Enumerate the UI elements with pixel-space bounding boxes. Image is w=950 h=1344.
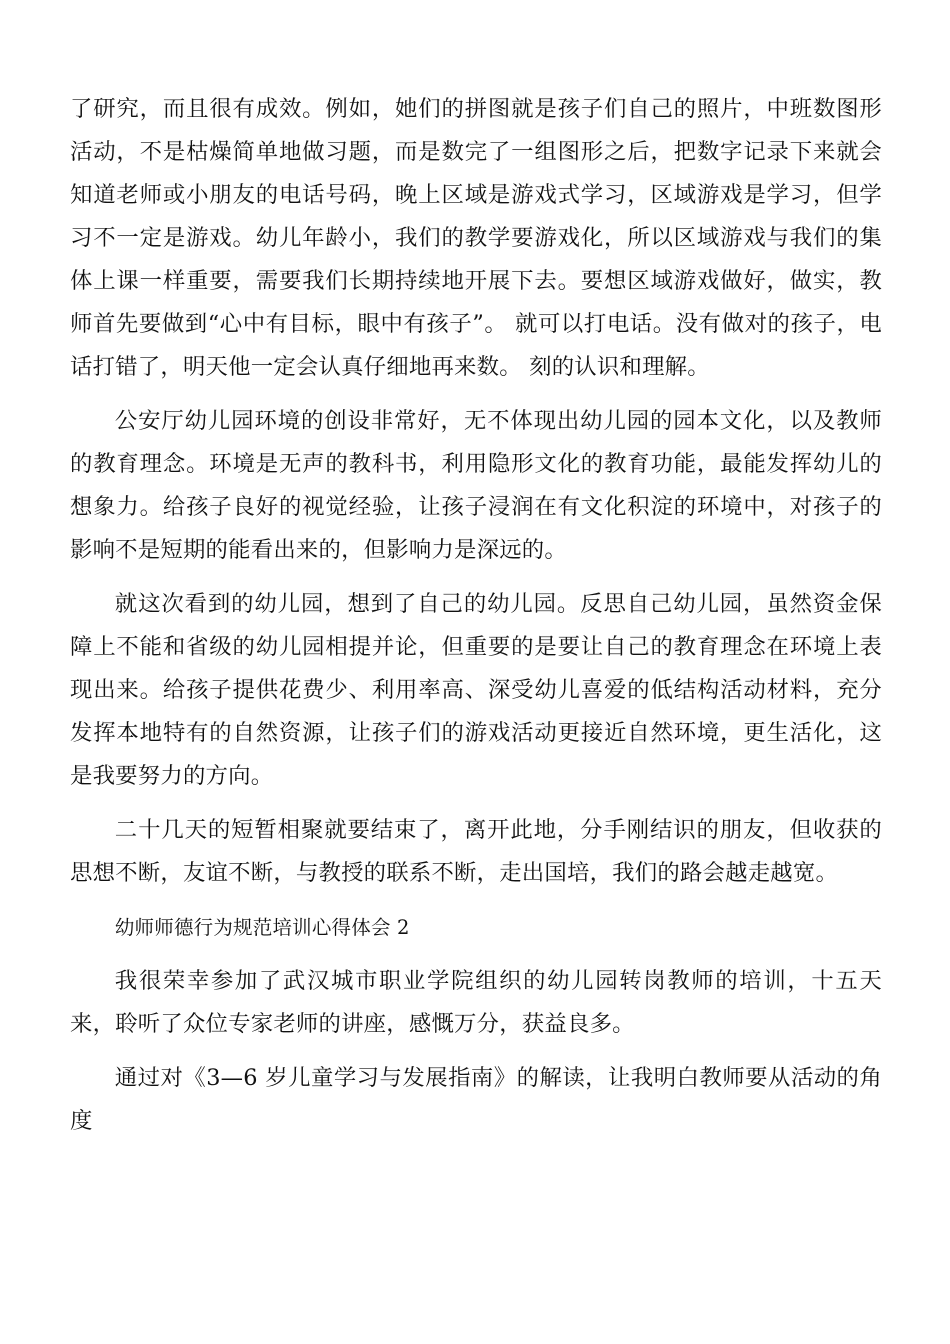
paragraph-farewell: 二十几天的短暂相聚就要结束了，离开此地，分手刚结识的朋友，但收获的思想不断，友谊不断，与教授的联系不断，走出国培，我们的路会越走越宽。 xyxy=(70,817,882,886)
paragraph-training-intro: 我很荣幸参加了武汉城市职业学院组织的幼儿园转岗教师的培训，十五天来，聆听了众位专家老师的讲座，感慨万分，获益良多。 xyxy=(70,968,882,1037)
paragraph-continuation: 了研究，而且很有成效。例如，她们的拼图就是孩子们自己的照片，中班数图形活动，不是枯燥简单地做习题，而是数完了一组图形之后，把数字记录下来就会知道老师或小朋友的电话号码，晚上区域是游戏式学习，区域游戏是学习，但学习不一定是游戏。幼儿年龄小，我们的教学要游戏化，所以区域游戏与我们的集体上课一样重要，需要我们长期持续地开展下去。要想区域游戏做好，做实，教师首先要做到“心中有目标，眼中有孩子”。 就可以打电话。没有做对的孩子，电话打错了，明天他一定会认真仔细地再来数。 刻的认识和理解。 xyxy=(70,96,882,380)
paragraph-guide-reading: 通过对《3—6 岁儿童学习与发展指南》的解读，让我明白教师要从活动的角度 xyxy=(70,1065,882,1134)
paragraph-environment: 公安厅幼儿园环境的创设非常好，无不体现出幼儿园的园本文化，以及教师的教育理念。环境是无声的教科书，利用隐形文化的教育功能，最能发挥幼儿的想象力。给孩子良好的视觉经验，让孩子浸润在有文化积淀的环境中，对孩子的影响不是短期的能看出来的，但影响力是深远的。 xyxy=(70,408,882,563)
section-heading: 幼师师德行为规范培训心得体会 2 xyxy=(114,916,410,939)
document-page xyxy=(70,88,882,1143)
paragraph-reflection: 就这次看到的幼儿园，想到了自己的幼儿园。反思自己幼儿园，虽然资金保障上不能和省级的幼儿园相提并论，但重要的是要让自己的教育理念在环境上表现出来。给孩子提供花费少、利用率高、深受幼儿喜爱的低结构活动材料，充分发挥本地特有的自然资源，让孩子们的游戏活动更接近自然环境，更生活化，这是我要努力的方向。 xyxy=(70,591,882,789)
